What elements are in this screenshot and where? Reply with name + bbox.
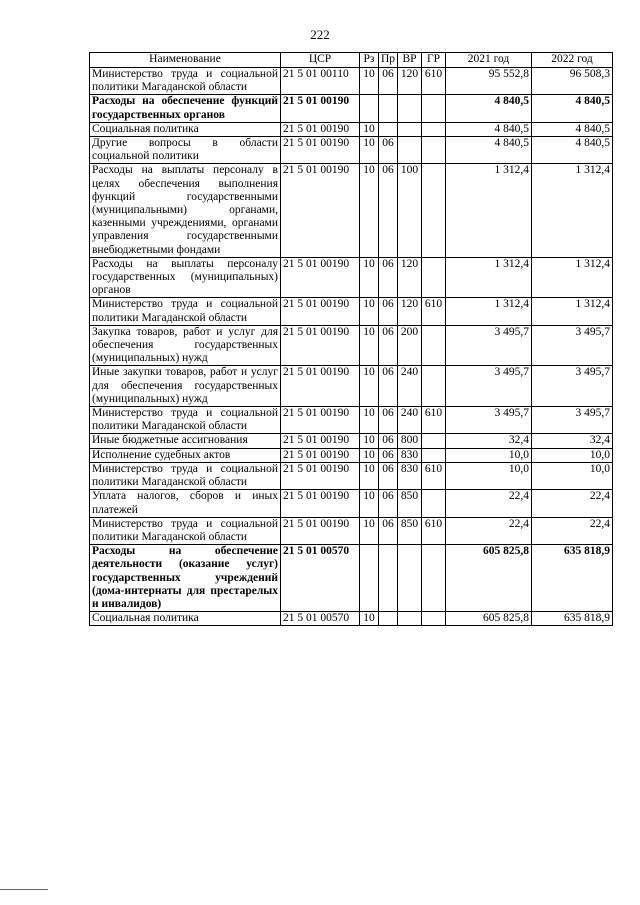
cell-csr: 21 5 01 00190 (281, 298, 360, 325)
cell-pr: 06 (379, 517, 398, 544)
table-row (90, 448, 613, 462)
cell-2021: 1 312,4 (446, 257, 532, 298)
cell-pr: 06 (379, 434, 398, 448)
table-row (90, 366, 613, 407)
table-row (90, 257, 613, 298)
cell-pr: 06 (379, 490, 398, 517)
cell-name: Расходы на обеспечение деятельности (оказание услуг) государственных учреждений (дома-интернаты для престарелых и инвалидов) (90, 545, 281, 612)
cell-csr: 21 5 01 00570 (281, 612, 360, 626)
cell-2021: 10,0 (446, 462, 532, 489)
cell-gr: 610 (422, 517, 446, 544)
cell-2021: 1 312,4 (446, 164, 532, 257)
cell-rz: 10 (360, 164, 379, 257)
cell-name: Другие вопросы в области социальной политики (90, 137, 281, 164)
cell-rz: 10 (360, 490, 379, 517)
cell-vr: 850 (398, 517, 422, 544)
cell-vr: 240 (398, 366, 422, 407)
cell-vr: 850 (398, 490, 422, 517)
cell-name: Министерство труда и социальной политики Магаданской области (90, 407, 281, 434)
cell-2021: 10,0 (446, 448, 532, 462)
cell-2021: 95 552,8 (446, 68, 532, 95)
cell-rz: 10 (360, 122, 379, 136)
header-pr: Пр (379, 53, 398, 68)
cell-vr: 830 (398, 462, 422, 489)
cell-rz: 10 (360, 462, 379, 489)
table-row (90, 325, 613, 366)
cell-csr: 21 5 01 00190 (281, 95, 360, 122)
cell-csr: 21 5 01 00190 (281, 122, 360, 136)
cell-pr: 06 (379, 407, 398, 434)
cell-pr: 06 (379, 298, 398, 325)
header-rz: Рз (360, 53, 379, 68)
cell-name: Исполнение судебных актов (90, 448, 281, 462)
cell-2022: 22,4 (532, 517, 613, 544)
cell-rz (360, 545, 379, 612)
cell-2022: 4 840,5 (532, 95, 613, 122)
cell-gr (422, 448, 446, 462)
cell-vr: 200 (398, 325, 422, 366)
cell-csr: 21 5 01 00190 (281, 137, 360, 164)
cell-pr: 06 (379, 462, 398, 489)
cell-vr: 830 (398, 448, 422, 462)
cell-rz: 10 (360, 257, 379, 298)
table-row (90, 434, 613, 448)
cell-pr: 06 (379, 137, 398, 164)
table-row (90, 137, 613, 164)
cell-name: Иные бюджетные ассигнования (90, 434, 281, 448)
cell-vr (398, 545, 422, 612)
table-body (90, 68, 613, 626)
cell-2022: 10,0 (532, 448, 613, 462)
cell-rz: 10 (360, 68, 379, 95)
cell-csr: 21 5 01 00190 (281, 366, 360, 407)
cell-rz: 10 (360, 448, 379, 462)
cell-csr: 21 5 01 00190 (281, 517, 360, 544)
header-2021: 2021 год (446, 53, 532, 68)
header-name: Наименование (90, 53, 281, 68)
cell-gr (422, 434, 446, 448)
cell-gr (422, 122, 446, 136)
cell-vr: 800 (398, 434, 422, 448)
cell-gr: 610 (422, 298, 446, 325)
table-row (90, 612, 613, 626)
cell-2022: 22,4 (532, 490, 613, 517)
header-gr: ГР (422, 53, 446, 68)
cell-2022: 4 840,5 (532, 122, 613, 136)
cell-2021: 32,4 (446, 434, 532, 448)
table-row (90, 164, 613, 257)
cell-2021: 4 840,5 (446, 122, 532, 136)
cell-rz: 10 (360, 612, 379, 626)
cell-name: Социальная политика (90, 612, 281, 626)
header-vr: ВР (398, 53, 422, 68)
table-header-row (90, 53, 613, 68)
table-row (90, 95, 613, 122)
cell-gr: 610 (422, 462, 446, 489)
cell-name: Расходы на выплаты персоналу в целях обеспечения выполнения функций государственными (муниципальными) органами, казенными учреждениями, органами управления государственными внебюджетными фондами (90, 164, 281, 257)
cell-rz: 10 (360, 434, 379, 448)
cell-gr (422, 164, 446, 257)
page-number: 222 (310, 27, 330, 42)
table-row (90, 490, 613, 517)
cell-gr (422, 325, 446, 366)
cell-vr: 120 (398, 298, 422, 325)
cell-pr (379, 545, 398, 612)
cell-vr: 240 (398, 407, 422, 434)
cell-2021: 4 840,5 (446, 95, 532, 122)
cell-2022: 1 312,4 (532, 164, 613, 257)
cell-csr: 21 5 01 00190 (281, 164, 360, 257)
cell-name: Расходы на обеспечение функций государственных органов (90, 95, 281, 122)
cell-rz: 10 (360, 366, 379, 407)
table-row (90, 122, 613, 136)
cell-gr (422, 366, 446, 407)
cell-vr (398, 122, 422, 136)
budget-table (89, 52, 613, 626)
cell-name: Иные закупки товаров, работ и услуг для обеспечения государственных (муниципальных) нужд (90, 366, 281, 407)
header-2022: 2022 год (532, 53, 613, 68)
cell-name: Министерство труда и социальной политики Магаданской области (90, 68, 281, 95)
table-row (90, 545, 613, 612)
cell-2022: 96 508,3 (532, 68, 613, 95)
cell-2022: 635 818,9 (532, 545, 613, 612)
cell-2021: 3 495,7 (446, 366, 532, 407)
cell-gr (422, 612, 446, 626)
cell-pr: 06 (379, 325, 398, 366)
table-row (90, 517, 613, 544)
cell-csr: 21 5 01 00110 (281, 68, 360, 95)
cell-name: Закупка товаров, работ и услуг для обеспечения государственных (муниципальных) нужд (90, 325, 281, 366)
cell-rz: 10 (360, 137, 379, 164)
cell-2022: 3 495,7 (532, 325, 613, 366)
cell-rz: 10 (360, 517, 379, 544)
cell-pr (379, 95, 398, 122)
cell-name: Министерство труда и социальной политики Магаданской области (90, 517, 281, 544)
cell-pr: 06 (379, 448, 398, 462)
cell-gr (422, 545, 446, 612)
table-row (90, 407, 613, 434)
cell-2022: 10,0 (532, 462, 613, 489)
cell-pr (379, 122, 398, 136)
cell-csr: 21 5 01 00190 (281, 257, 360, 298)
cell-pr (379, 612, 398, 626)
cell-name: Социальная политика (90, 122, 281, 136)
cell-rz: 10 (360, 298, 379, 325)
cell-gr (422, 490, 446, 517)
cell-2021: 605 825,8 (446, 612, 532, 626)
cell-gr: 610 (422, 407, 446, 434)
cell-vr (398, 95, 422, 122)
cell-rz (360, 95, 379, 122)
cell-name: Министерство труда и социальной политики Магаданской области (90, 462, 281, 489)
cell-2022: 1 312,4 (532, 257, 613, 298)
cell-csr: 21 5 01 00190 (281, 325, 360, 366)
cell-2021: 1 312,4 (446, 298, 532, 325)
cell-2021: 22,4 (446, 490, 532, 517)
cell-gr (422, 257, 446, 298)
cell-pr: 06 (379, 257, 398, 298)
cell-2022: 4 840,5 (532, 137, 613, 164)
cell-vr: 120 (398, 68, 422, 95)
cell-csr: 21 5 01 00190 (281, 407, 360, 434)
cell-vr: 100 (398, 164, 422, 257)
table-row (90, 68, 613, 95)
table-row (90, 298, 613, 325)
cell-name: Министерство труда и социальной политики Магаданской области (90, 298, 281, 325)
cell-vr (398, 612, 422, 626)
cell-gr (422, 95, 446, 122)
cell-name: Расходы на выплаты персоналу государственных (муниципальных) органов (90, 257, 281, 298)
cell-vr (398, 137, 422, 164)
cell-pr: 06 (379, 164, 398, 257)
scan-mark (0, 889, 48, 890)
cell-csr: 21 5 01 00190 (281, 490, 360, 517)
cell-pr: 06 (379, 366, 398, 407)
cell-gr: 610 (422, 68, 446, 95)
cell-2021: 22,4 (446, 517, 532, 544)
cell-2022: 3 495,7 (532, 366, 613, 407)
cell-2021: 3 495,7 (446, 407, 532, 434)
cell-csr: 21 5 01 00190 (281, 462, 360, 489)
cell-name: Уплата налогов, сборов и иных платежей (90, 490, 281, 517)
cell-2021: 4 840,5 (446, 137, 532, 164)
cell-csr: 21 5 01 00570 (281, 545, 360, 612)
cell-rz: 10 (360, 407, 379, 434)
table-row (90, 462, 613, 489)
cell-csr: 21 5 01 00190 (281, 434, 360, 448)
header-csr: ЦСР (281, 53, 360, 68)
cell-2022: 635 818,9 (532, 612, 613, 626)
cell-gr (422, 137, 446, 164)
cell-vr: 120 (398, 257, 422, 298)
cell-csr: 21 5 01 00190 (281, 448, 360, 462)
cell-2022: 32,4 (532, 434, 613, 448)
cell-rz: 10 (360, 325, 379, 366)
cell-2021: 605 825,8 (446, 545, 532, 612)
cell-2021: 3 495,7 (446, 325, 532, 366)
cell-pr: 06 (379, 68, 398, 95)
cell-2022: 1 312,4 (532, 298, 613, 325)
cell-2022: 3 495,7 (532, 407, 613, 434)
